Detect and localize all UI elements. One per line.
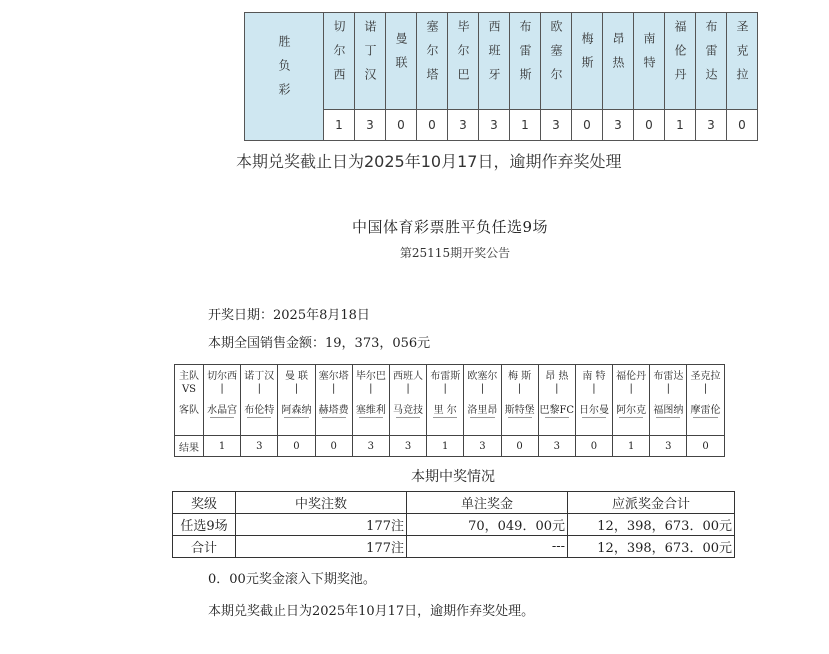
- home-label: 主队: [179, 371, 199, 382]
- home-team: 梅 斯: [508, 371, 532, 382]
- match-result: 1: [204, 436, 241, 457]
- header-cell: 应派奖金合计: [568, 492, 735, 514]
- match-result: 3: [650, 436, 687, 457]
- team-name: 西班牙: [487, 19, 501, 92]
- away-team: 阿森纳: [281, 405, 312, 416]
- match-result: 0: [501, 436, 538, 457]
- team-name: 昂热: [611, 31, 625, 80]
- match-result: 3: [352, 436, 389, 457]
- vs-divider: |: [480, 383, 485, 394]
- team-name: 圣克拉: [735, 19, 749, 92]
- team-name: 诺丁汉: [363, 19, 377, 92]
- team-name: 塞尔塔: [425, 19, 439, 92]
- vs-divider: |: [629, 383, 633, 394]
- total-prize: 12，398，673．00元: [568, 536, 735, 558]
- redeem-deadline-caption: 本期兑奖截止日为2025年10月17日，逾期作弃奖处理: [236, 152, 622, 171]
- team-name: 欧塞尔: [549, 19, 563, 92]
- notice-title: 中国体育彩票胜平负任选9场: [351, 218, 549, 236]
- away-team: 洛里昂: [467, 405, 498, 416]
- away-label: 客队: [179, 405, 199, 416]
- match-cell: [538, 365, 575, 436]
- match-cell: [687, 365, 724, 436]
- rollover-note: 0．00元奖金滚入下期奖池。: [208, 572, 376, 587]
- match-table: [174, 364, 725, 457]
- away-team: 里 尔: [433, 405, 457, 416]
- match-cell: [464, 365, 501, 436]
- match-cell: [278, 365, 315, 436]
- match-result: 3: [464, 436, 501, 457]
- team-name: 福伦丹: [673, 19, 687, 92]
- home-team: 南 特: [582, 371, 606, 382]
- winner-count: 177注: [236, 514, 407, 536]
- match-result: 0: [687, 436, 724, 457]
- match-cell: [575, 365, 612, 436]
- home-team: 欧塞尔: [467, 371, 498, 382]
- home-team: 切尔西: [207, 371, 238, 382]
- header-cell: 中奖注数: [236, 492, 407, 514]
- table-row: [173, 514, 735, 536]
- vs-divider: |: [517, 383, 522, 394]
- home-team: 布雷斯: [430, 371, 461, 382]
- table-row: [173, 536, 735, 558]
- away-team: 阿尔克: [616, 405, 647, 416]
- away-team: 斯特堡: [504, 405, 535, 416]
- match-result: 1: [427, 436, 464, 457]
- vs-divider: |: [220, 383, 224, 394]
- match-result: 3: [538, 436, 575, 457]
- away-team: 巴黎FC: [539, 405, 575, 416]
- prize-header-row: [173, 492, 735, 514]
- match-result: 0: [278, 436, 315, 457]
- winner-count: 177注: [236, 536, 407, 558]
- team-name: 毕尔巴: [456, 19, 470, 92]
- notice-subtitle: 第25115期开奖公告: [399, 246, 511, 260]
- home-team: 曼 联: [284, 371, 309, 382]
- match-result: 3: [241, 436, 278, 457]
- result-cell: 3: [603, 110, 634, 141]
- match-result: 3: [389, 436, 426, 457]
- vs-divider: |: [592, 383, 596, 394]
- result-cell: 3: [448, 110, 479, 141]
- unit-prize: 70，049．00元: [407, 514, 568, 536]
- vs-divider: |: [666, 383, 671, 394]
- vs-divider: |: [406, 383, 410, 394]
- unit-prize: ---: [407, 536, 568, 558]
- result-cell: 3: [696, 110, 727, 141]
- result-label: 结果: [175, 436, 204, 457]
- result-cell: 0: [727, 110, 758, 141]
- match-cell: [613, 365, 650, 436]
- label-text: 胜负彩: [277, 35, 291, 107]
- match-cell: [352, 365, 389, 436]
- home-team: 昂 热: [545, 371, 569, 382]
- match-cell: [427, 365, 464, 436]
- match-result: 0: [315, 436, 352, 457]
- away-team: 摩雷伦: [690, 405, 721, 416]
- vs-divider: |: [443, 383, 447, 394]
- result-cell: 1: [510, 110, 541, 141]
- match-cell: [241, 365, 278, 436]
- prize-heading: 本期中奖情况: [411, 469, 495, 485]
- result-cell: 3: [541, 110, 572, 141]
- away-team: 赫塔费: [318, 405, 349, 416]
- header-cell: 单注奖金: [407, 492, 568, 514]
- vs-divider: |: [703, 383, 708, 394]
- match-cell: [315, 365, 352, 436]
- home-team: 塞尔塔: [318, 371, 349, 382]
- prize-level: 合计: [173, 536, 236, 558]
- result-cell: 1: [324, 110, 355, 141]
- vs-divider: |: [369, 383, 373, 394]
- away-team: 水晶宫: [207, 405, 238, 416]
- prize-level: 任选9场: [173, 514, 236, 536]
- vs-label: VS: [181, 384, 197, 395]
- draw-date: 开奖日期：2025年8月18日: [208, 308, 370, 323]
- result-cell: 0: [572, 110, 603, 141]
- match-cell: [204, 365, 241, 436]
- home-team: 福伦丹: [616, 371, 647, 382]
- header-cell: 奖级: [173, 492, 236, 514]
- team-name: 梅斯: [580, 31, 594, 80]
- away-team: 布伦特: [244, 405, 275, 416]
- match-cell: [650, 365, 687, 436]
- team-name: 曼联: [394, 31, 408, 80]
- vs-divider: |: [331, 383, 336, 394]
- match-result: 0: [575, 436, 612, 457]
- away-team: 塞维利: [355, 405, 386, 416]
- team-name: 切尔西: [332, 19, 346, 92]
- result-cell: 0: [386, 110, 417, 141]
- away-team: 马竞技: [393, 405, 424, 416]
- team-name: 南特: [642, 31, 656, 80]
- match-cell: [389, 365, 426, 436]
- match-cell: [501, 365, 538, 436]
- home-team: 西班人: [393, 371, 424, 382]
- total-prize: 12，398，673．00元: [568, 514, 735, 536]
- home-team: 圣克拉: [690, 371, 721, 382]
- deadline-note: 本期兑奖截止日为2025年10月17日，逾期作弃奖处理。: [208, 604, 535, 619]
- home-team: 毕尔巴: [355, 371, 386, 382]
- home-team: 诺丁汉: [244, 371, 275, 382]
- match-result: 1: [613, 436, 650, 457]
- sales-amount: 本期全国销售金额：19，373，056元: [208, 336, 431, 351]
- away-team: 福图纳: [653, 405, 684, 416]
- vs-divider: |: [555, 383, 559, 394]
- label-column: [175, 365, 204, 436]
- result-cell: 1: [665, 110, 696, 141]
- vs-divider: |: [294, 383, 299, 394]
- result-cell: 3: [479, 110, 510, 141]
- result-cell: 0: [634, 110, 665, 141]
- away-team: 日尔曼: [578, 405, 609, 416]
- team-name: 布雷达: [704, 19, 718, 92]
- team-name: 布雷斯: [518, 19, 532, 92]
- prize-table: [172, 491, 735, 558]
- vs-divider: |: [257, 383, 261, 394]
- result-cell: 0: [417, 110, 448, 141]
- home-team: 布雷达: [653, 371, 684, 382]
- result-cell: 3: [355, 110, 386, 141]
